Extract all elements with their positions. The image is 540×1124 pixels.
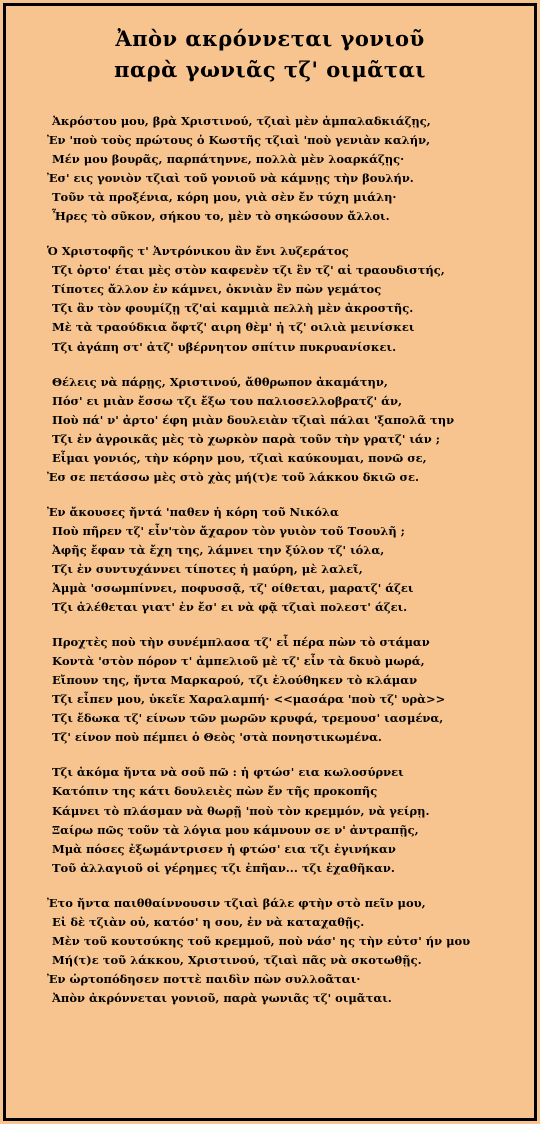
poem-line: Κάμνει τὸ πλάσμαν νὰ θωρῇ 'ποὺ τὸν κρεμμόν, νὰ γείρῃ. xyxy=(52,803,430,818)
poem-title-line-2: παρὰ γωνιᾶς τζ' οιμᾶται xyxy=(114,57,426,82)
poem-line: Ἐσ σε πετάσσω μὲς στὸ χὰς μή(τ)ε τοῦ λάκκου δκιῶ σε. xyxy=(47,469,420,484)
poem-line: Τζι ἔδωκα τζ' είνων τῶν μωρῶν κρυφά, τρεμουσ' ιασμένα, xyxy=(52,711,444,726)
poem-line: Εἰ δὲ τζιὰν οὐ, κατόσ' η σου, ἐν νὰ καταχαθῇς. xyxy=(52,914,365,929)
poem-line: Μέν μου βουρᾶς, παρπάτηννε, πολλὰ μὲν λοαρκάζῃς· xyxy=(52,152,405,167)
poem-line: Ἐν ἄκουσες ἤντά 'παθεν ἡ κόρη τοῦ Νικόλα xyxy=(47,504,339,519)
poem-title-line-1: Ἀπὸν ακρόννεται γονιοῦ xyxy=(115,26,425,51)
poem-line: Τζι ἂν τὸν φουμίζῃ τζ'αἰ καμμιὰ πελλὴ μὲν ἀκροστῆς. xyxy=(52,301,414,316)
poem-line: Κατόπιν της κάτι δουλειὲς πὼν ἔν τῆς προκοπῆς xyxy=(52,784,378,799)
poem-line: Τζι ἐν συντυχάννει τίποτες ἡ μαύρη, μὲ λαλεῖ, xyxy=(52,561,363,576)
poem-line: Ξαίρω πῶς τοῦν τὰ λόγια μου κάμνουν σε ν' ἀντραπῇς, xyxy=(52,822,419,837)
poem-line: Τζι ἀγάπη στ' ἀτζ' υβέρνητον σπίτιν πυκρυανίσκει. xyxy=(52,339,397,354)
stanza-7 xyxy=(0,894,540,1008)
poem-line: Κοντὰ 'στὸν πόρον τ' ἀμπελιοῦ μὲ τζ' εἶν τὰ δκυὸ μωρά, xyxy=(52,654,425,669)
poem-body xyxy=(0,112,540,1024)
poem-line: Εἶμαι γονιός, τὴν κόρην μου, τζιαὶ καύκουμαι, πονῶ σε, xyxy=(52,450,427,465)
poem-line: Θέλεις νὰ πάρῃς, Χριστινού, ἄθθρωπον ἀκαμάτην, xyxy=(52,374,388,389)
poem-line: Ἐν 'ποὺ τοὺς πρώτους ὁ Κωστῆς τζιαὶ 'ποὺ γενιὰν καλήν, xyxy=(47,133,431,148)
poem-line: Τίποτες ἄλλον ἐν κάμνει, ὀκνιὰν ἒν πὼν γεμάτος xyxy=(52,282,382,297)
poem-line: Ποὺ πά' ν' ἀρτο' έφη μιὰν δουλειὰν τζιαὶ πάλαι 'ξαπολᾶ την xyxy=(52,412,455,427)
poem-line: Τζι ἀκόμα ἤντα νὰ σοῦ πῶ : ἡ φτώσ' εια κωλοσύρνει xyxy=(52,765,404,780)
poem-line: Ἀφῆς ἔφαν τὰ ἔχη της, λάμνει την ξύλον τζ' ιόλα, xyxy=(52,542,385,557)
poem-line: Τζι ἀλέθεται γιατ' ἐν ἔσ' ει νὰ φᾷ τζιαὶ πολεστ' άζει. xyxy=(52,600,408,615)
poem-line: Ἐσ' εις γονιὸν τζιαὶ τοῦ γονιοῦ νὰ κάμνῃς τὴν βουλήν. xyxy=(47,171,414,186)
poem-line: Τοῦ ἀλλαγιοῦ οἱ γέρημες τζι ἐπῆαν... τζι ἐχαθῆκαν. xyxy=(52,860,395,875)
stanza-3 xyxy=(0,373,540,487)
poem-line: Μὲν τοῦ κουτσύκης τοῦ κρεμμοῦ, ποὺ νάσ' ης τὴν εὐτσ' ήν μου xyxy=(52,933,471,948)
poem-line: Τοῦν τὰ προξένια, κόρη μου, γιὰ σὲν ἔν τύχη μιάλη· xyxy=(52,190,397,205)
poem-line: Μὲ τὰ τραούδκια ὄφτζ' αιρη θὲμ' ἠ τζ' οιλιὰ μεινίσκει xyxy=(52,320,415,335)
stanza-6 xyxy=(0,763,540,877)
poem-line: Ἀκρόστου μου, βρὰ Χριστινού, τζιαὶ μὲν ἀμπαλαδκιάζῃς, xyxy=(52,114,431,128)
poem-line: Ἀπὸν ἀκρόννεται γονιοῦ, παρὰ γωνιᾶς τζ' οιμᾶται. xyxy=(52,990,392,1005)
poem-line: Ἐν ὡρτοπόδησεν ποττὲ παιδὶν πὼν συλλοᾶται· xyxy=(47,971,361,986)
poem-line: Τζι ὀρτο' έται μὲς στὸν καφενὲν τζι ἒν τζ' αἰ τραουδιστής, xyxy=(52,263,445,278)
poem-line: Τζ' είνον ποὺ πέμπει ὁ Θεὸς 'στὰ πονηστικωμένα. xyxy=(52,730,382,745)
poem-line: Ἐτο ἤντα παιθθαίννουσιν τζιαὶ βάλε φτὴν στὸ πεῖν μου, xyxy=(47,895,426,910)
stanza-5 xyxy=(0,633,540,747)
poem-line: Πόσ' ει μιὰν ἔσσω τζι ἔξω του παλιοσελλοβρατζ' άν, xyxy=(52,393,402,408)
poem-line: Ποὺ πῆρεν τζ' εἶν'τὸν ἄχαρον τὸν γυιὸν τοῦ Τσουλῆ ; xyxy=(52,523,405,538)
poem-line: Μμὰ πόσες ἐξωμάντρισεν ἡ φτώσ' εια τζι ἐγινήκαν xyxy=(52,841,396,856)
poem-line: Ὁ Χριστοφῆς τ' Ἀντρόνικου ἂν ἔνι λυζεράτος xyxy=(47,244,349,259)
poem-line: Μή(τ)ε τοῦ λάκκου, Χριστινού, τζιαὶ πᾶς νὰ σκοτωθῇς. xyxy=(52,952,422,967)
stanza-2 xyxy=(0,242,540,356)
poem-line: Τζι εἶπεν μου, ὑκεῖε Χαραλαμπή· <<μασάρα 'ποὺ τζ' υρὰ>> xyxy=(52,692,446,707)
poem-line: Προχτὲς ποὺ τὴν συνέμπλασα τζ' εἶ πέρα πὼν τὸ στάμαν xyxy=(52,635,430,650)
poem-line: Ἦρες τὸ σῦκον, σήκου το, μὲν τὸ σηκώσουν ἄλλοι. xyxy=(52,209,390,224)
poem-line: Εἴπουν της, ἤντα Μαρκαρού, τζι ἐλούθηκεν τὸ κλάμαν xyxy=(52,673,418,688)
poem-line: Ἀμμὰ 'σσωμπίννει, ποφυσσᾷ, τζ' οίθεται, μαρατζ' άζει xyxy=(52,581,414,596)
poem-line: Τζι ἐν ἀγροικᾶς μὲς τὸ χωρκὸν παρὰ τοῦν τὴν γρατζ' ιάν ; xyxy=(52,431,440,446)
stanza-4 xyxy=(0,503,540,617)
stanza-1 xyxy=(0,112,540,226)
